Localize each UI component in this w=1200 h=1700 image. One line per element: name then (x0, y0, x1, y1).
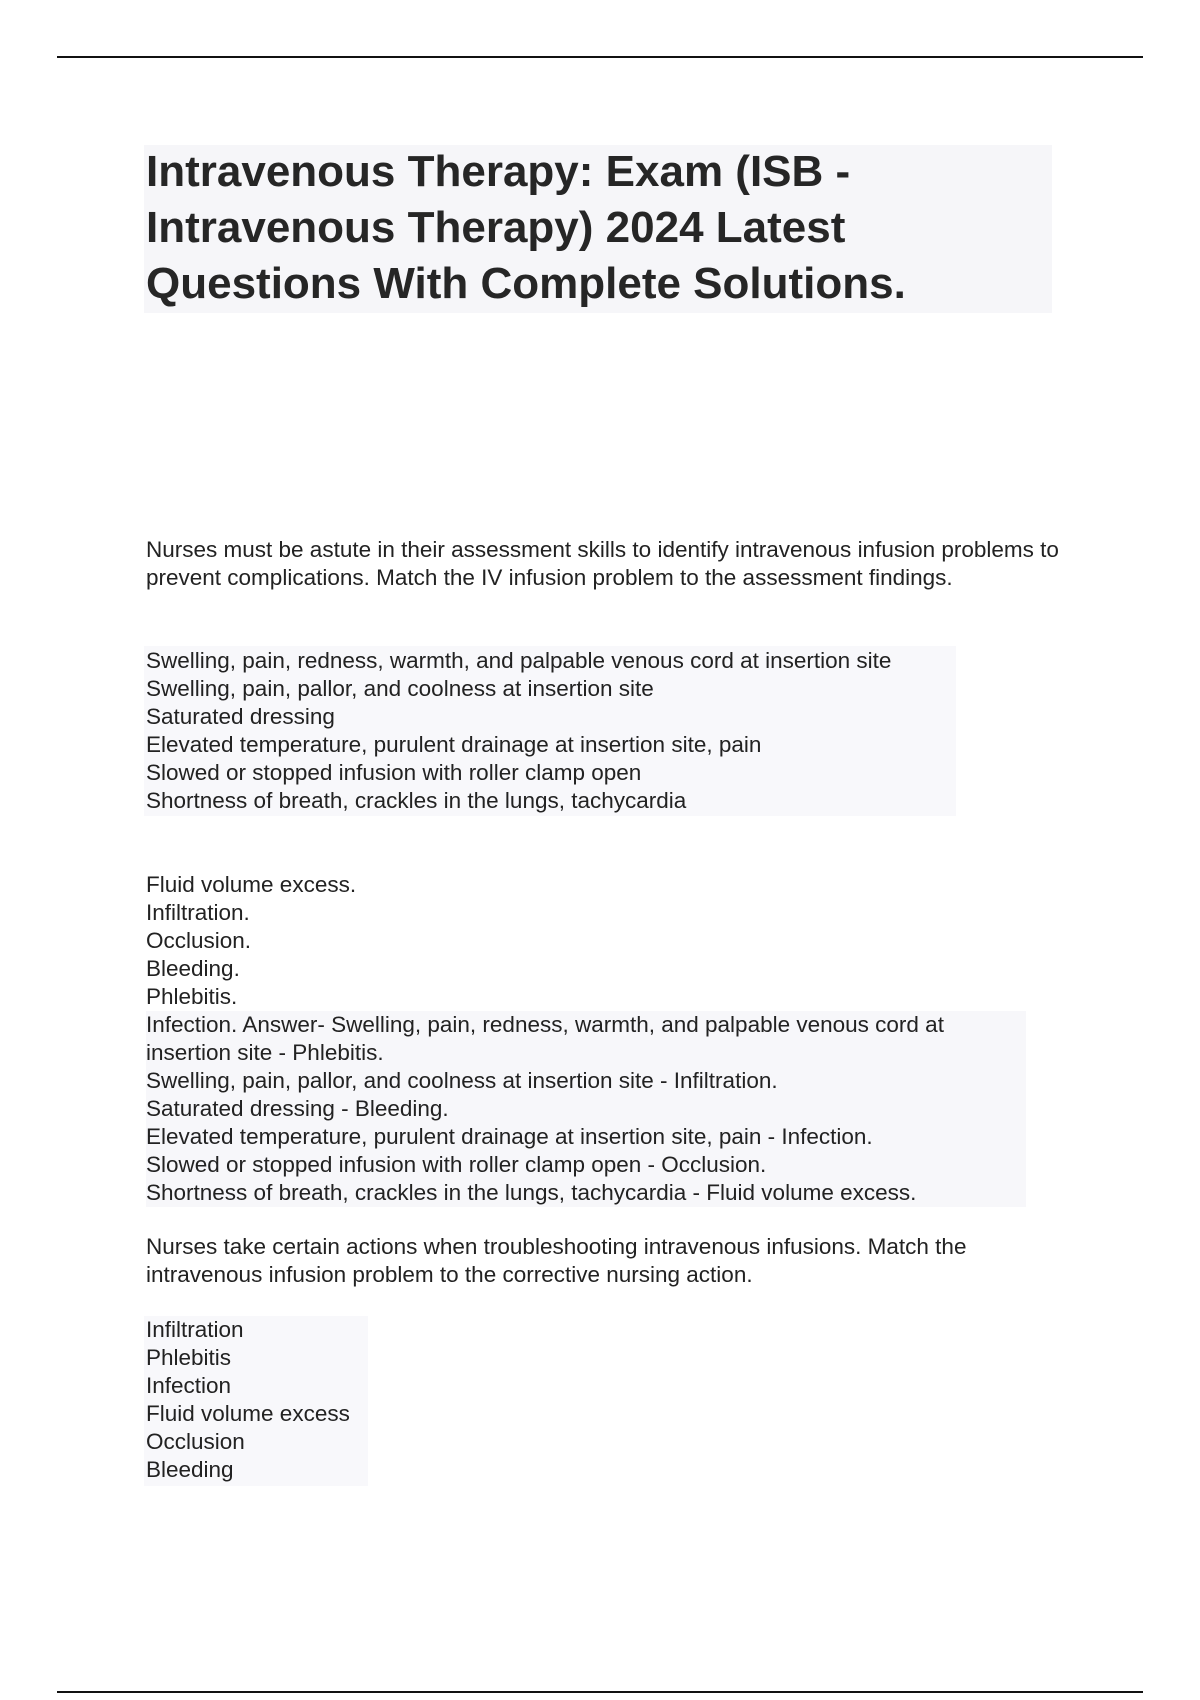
answer-item: Saturated dressing - Bleeding. (146, 1095, 1026, 1123)
problem-2-item: Phlebitis (146, 1345, 232, 1370)
answer-item: Swelling, pain, pallor, and coolness at insertion site - Infiltration. (146, 1067, 1026, 1095)
question-2-prompt-text: Nurses take certain actions when troubleshooting intravenous infusions. Match the intravenous infusion problem to the corrective nursing action. (146, 1234, 967, 1287)
problem-item: Infiltration. (146, 900, 250, 925)
question-2-prompt (146, 1233, 1066, 1289)
document-title: Intravenous Therapy: Exam (ISB - Intravenous Therapy) 2024 Latest Questions With Complete Solutions. (146, 147, 906, 308)
finding-item: Saturated dressing (146, 704, 335, 729)
answer-first-line: Infection. Answer- Swelling, pain, redness, warmth, and palpable venous cord at insertion site - Phlebitis. (146, 1011, 1026, 1067)
problem-2-item: Infection (146, 1373, 232, 1398)
problem-item: Occlusion. (146, 928, 252, 953)
problem-2-item: Infiltration (146, 1317, 244, 1342)
answer-item: Slowed or stopped infusion with roller clamp open - Occlusion. (146, 1151, 1026, 1179)
answer-item: Shortness of breath, crackles in the lungs, tachycardia - Fluid volume excess. (146, 1179, 1026, 1207)
problem-item: Phlebitis. (146, 984, 238, 1009)
finding-item: Swelling, pain, pallor, and coolness at insertion site (146, 676, 654, 701)
problems-and-answers (146, 871, 1026, 1207)
problem-2-item: Occlusion (146, 1429, 245, 1454)
finding-item: Slowed or stopped infusion with roller clamp open (146, 760, 642, 785)
problem-2-item: Bleeding (146, 1457, 234, 1482)
finding-item: Shortness of breath, crackles in the lungs, tachycardia (146, 788, 687, 813)
question-1-prompt-text: Nurses must be astute in their assessment skills to identify intravenous infusion problems to prevent complications. Match the IV infusion problem to the assessment findings. (146, 537, 1059, 590)
findings-list (146, 647, 891, 815)
finding-item: Elevated temperature, purulent drainage at insertion site, pain (146, 732, 762, 757)
footer-rule (57, 1691, 1143, 1693)
header-rule (57, 56, 1143, 58)
problem-item: Bleeding. (146, 956, 240, 981)
problem-2-item: Fluid volume excess (146, 1401, 350, 1426)
finding-item: Swelling, pain, redness, warmth, and palpable venous cord at insertion site (146, 648, 892, 673)
question-1-prompt (146, 536, 1066, 592)
answer-item: Elevated temperature, purulent drainage at insertion site, pain - Infection. (146, 1123, 1026, 1151)
question-2-problems-list (146, 1316, 350, 1484)
problem-item: Fluid volume excess. (146, 872, 357, 897)
